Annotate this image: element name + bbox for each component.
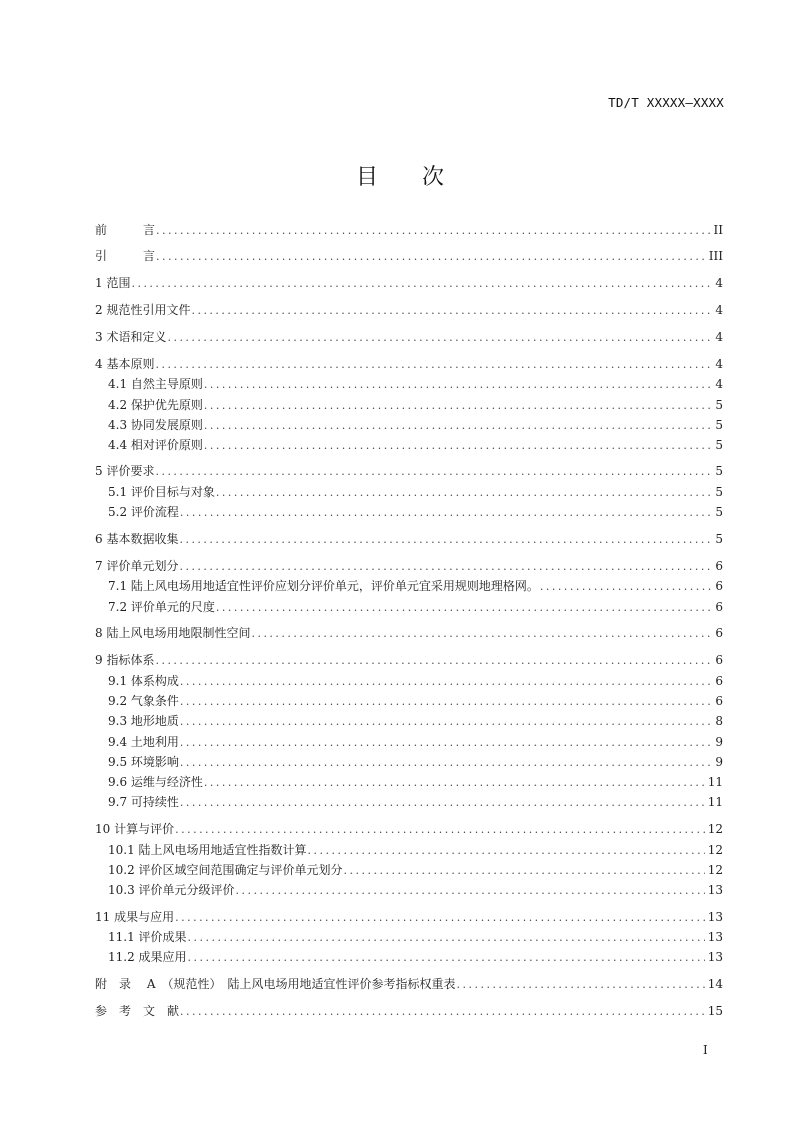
dot-leader — [204, 417, 712, 435]
toc-entry-label: 9.4 土地利用 — [108, 735, 179, 749]
dot-leader — [236, 882, 705, 900]
toc-entry-label: 3 术语和定义 — [95, 330, 167, 344]
toc-entry[interactable] — [108, 861, 723, 879]
toc-entry-page: 6 — [715, 694, 723, 708]
dot-leader — [180, 734, 712, 752]
dot-leader — [180, 673, 712, 691]
toc-entry-label: 前 言 — [95, 223, 156, 237]
toc-entry[interactable] — [108, 436, 723, 454]
toc-entry-page: 4 — [715, 377, 723, 391]
dot-leader — [251, 625, 712, 643]
toc-entry[interactable] — [108, 773, 723, 791]
dot-leader — [456, 976, 704, 994]
toc-entry-page: 9 — [715, 735, 723, 749]
dot-leader — [204, 376, 712, 394]
toc-entry-label: 11.1 评价成果 — [108, 930, 187, 944]
toc-entry-page: 9 — [715, 755, 723, 769]
toc-entry[interactable] — [95, 557, 723, 575]
toc-entry-label: 4.2 保护优先原则 — [108, 398, 203, 412]
document-code: TD/T XXXXX—XXXX — [608, 95, 724, 110]
dot-leader — [180, 504, 712, 522]
toc-entry-label: 4.1 自然主导原则 — [108, 377, 203, 391]
toc-entry-page: 5 — [715, 438, 723, 452]
toc-entry[interactable] — [108, 753, 723, 771]
toc-entry-label: 10 计算与评价 — [95, 822, 175, 836]
toc-entry-label: 4.4 相对评价原则 — [108, 438, 203, 452]
toc-entry[interactable] — [95, 462, 723, 480]
toc-entry[interactable] — [108, 375, 723, 393]
dot-leader — [179, 531, 712, 549]
dot-leader — [167, 329, 712, 347]
toc-entry-label: 7.2 评价单元的尺度 — [108, 600, 215, 614]
dot-leader — [180, 794, 705, 812]
dot-leader — [204, 437, 712, 455]
toc-entry[interactable] — [108, 577, 723, 595]
toc-entry-label: 5.2 评价流程 — [108, 505, 179, 519]
toc-entry-label: 6 基本数据收集 — [95, 532, 179, 546]
toc-entry-page: 6 — [715, 626, 723, 640]
dot-leader — [216, 484, 712, 502]
toc-entry-label: 附 录 A （规范性） 陆上风电场用地适宜性评价参考指标权重表 — [95, 977, 456, 991]
toc-entry[interactable] — [108, 793, 723, 811]
dot-leader — [155, 356, 712, 374]
toc-entry-page: 5 — [715, 505, 723, 519]
dot-leader — [180, 713, 712, 731]
toc-entry-page: 6 — [715, 559, 723, 573]
toc-entry-page: 8 — [715, 714, 723, 728]
dot-leader — [180, 693, 712, 711]
title-char-1: 目 — [355, 165, 378, 190]
toc-entry[interactable] — [95, 651, 723, 669]
dot-leader — [216, 599, 712, 617]
toc-entry[interactable] — [108, 503, 723, 521]
toc-entry-label: 9.1 体系构成 — [108, 674, 179, 688]
toc-entry[interactable] — [95, 328, 723, 346]
toc-entry-page: 5 — [715, 532, 723, 546]
dot-leader — [155, 652, 712, 670]
dot-leader — [180, 1003, 705, 1021]
toc-entry-label: 7 评价单元划分 — [95, 559, 179, 573]
toc-entry[interactable] — [108, 733, 723, 751]
toc-entry[interactable] — [108, 483, 723, 501]
toc-entry[interactable] — [95, 274, 723, 292]
toc-entry[interactable] — [108, 881, 723, 899]
toc-entry[interactable] — [95, 1002, 723, 1020]
toc-entry-label: 9.2 气象条件 — [108, 694, 179, 708]
toc-entry-page: 13 — [707, 950, 723, 964]
toc-entry-page: 6 — [715, 674, 723, 688]
toc-entry-label: 10.2 评价区域空间范围确定与评价单元划分 — [108, 863, 343, 877]
toc-entry[interactable] — [95, 530, 723, 548]
dot-leader — [175, 909, 705, 927]
page-number: I — [703, 1043, 708, 1057]
dot-leader — [156, 248, 706, 266]
dot-leader — [204, 397, 712, 415]
toc-entry[interactable] — [108, 416, 723, 434]
toc-entry-page: 4 — [715, 357, 723, 371]
toc-entry[interactable] — [108, 928, 723, 946]
toc-entry-page: 15 — [707, 1004, 723, 1018]
dot-leader — [156, 222, 711, 240]
dot-leader — [175, 821, 705, 839]
toc-entry-label: 11.2 成果应用 — [108, 950, 187, 964]
toc-entry-page: 5 — [715, 418, 723, 432]
toc-entry-label: 5 评价要求 — [95, 464, 155, 478]
toc-entry-label: 9.6 运维与经济性 — [108, 775, 203, 789]
dot-leader — [179, 558, 712, 576]
toc-entry-label: 10.3 评价单元分级评价 — [108, 883, 235, 897]
toc-entry-page: 4 — [715, 276, 723, 290]
toc-entry-page: 5 — [715, 398, 723, 412]
toc-entry-label: 11 成果与应用 — [95, 910, 175, 924]
toc-entry-label: 8 陆上风电场用地限制性空间 — [95, 626, 251, 640]
toc-entry-page: III — [708, 249, 723, 263]
dot-leader — [180, 754, 712, 772]
dot-leader — [191, 302, 712, 320]
toc-entry[interactable] — [108, 948, 723, 966]
toc-entry-page: 12 — [707, 843, 723, 857]
toc-entry-label: 7.1 陆上风电场用地适宜性评价应划分评价单元，评价单元宜采用规则地理格网。 — [108, 579, 539, 593]
dot-leader — [131, 275, 712, 293]
toc-entry-page: 5 — [715, 464, 723, 478]
toc-entry[interactable] — [108, 598, 723, 616]
toc-entry-page: 6 — [715, 600, 723, 614]
toc-entry-page: 6 — [715, 579, 723, 593]
toc-entry-page: 12 — [707, 863, 723, 877]
dot-leader — [344, 862, 705, 880]
title-char-2: 次 — [422, 165, 445, 190]
toc-entry-page: 13 — [707, 910, 723, 924]
toc-entry-label: 10.1 陆上风电场用地适宜性指数计算 — [108, 843, 307, 857]
toc-entry-page: 6 — [715, 653, 723, 667]
toc-entry[interactable] — [108, 672, 723, 690]
dot-leader — [155, 463, 712, 481]
toc-entry-page: 13 — [707, 883, 723, 897]
toc-entry-label: 9.5 环境影响 — [108, 755, 179, 769]
toc-entry-label: 参 考 文 献 — [95, 1004, 180, 1018]
toc-entry-label: 引 言 — [95, 249, 156, 263]
dot-leader — [308, 842, 705, 860]
toc-entry-page: II — [713, 223, 723, 237]
toc-entry-page: 4 — [715, 303, 723, 317]
toc-entry[interactable] — [108, 841, 723, 859]
toc-entry[interactable] — [95, 975, 723, 993]
toc-entry[interactable] — [108, 712, 723, 730]
toc-entry-page: 4 — [715, 330, 723, 344]
toc-entry[interactable] — [95, 624, 723, 642]
toc-entry-label: 9 指标体系 — [95, 653, 155, 667]
toc-entry[interactable] — [95, 247, 723, 265]
toc-entry[interactable] — [108, 396, 723, 414]
toc-entry-label: 9.3 地形地质 — [108, 714, 179, 728]
toc-entry-page: 11 — [707, 795, 723, 809]
toc-entry-label: 2 规范性引用文件 — [95, 303, 191, 317]
page-title — [0, 160, 800, 191]
toc-entry-label: 9.7 可持续性 — [108, 795, 179, 809]
toc-entry-page: 13 — [707, 930, 723, 944]
toc-entry-label: 1 范围 — [95, 276, 131, 290]
toc-entry-page: 11 — [707, 775, 723, 789]
dot-leader — [204, 774, 705, 792]
dot-leader — [188, 929, 705, 947]
toc-entry-page: 12 — [707, 822, 723, 836]
toc-entry[interactable] — [95, 301, 723, 319]
toc-entry[interactable] — [95, 355, 723, 373]
dot-leader — [540, 578, 712, 596]
toc-entry-page: 14 — [707, 977, 723, 991]
toc-entry[interactable] — [95, 820, 723, 838]
toc-entry-label: 5.1 评价目标与对象 — [108, 485, 215, 499]
toc-entry-label: 4 基本原则 — [95, 357, 155, 371]
toc-entry[interactable] — [108, 692, 723, 710]
toc-entry[interactable] — [95, 221, 723, 239]
toc-entry-page: 5 — [715, 485, 723, 499]
toc-entry[interactable] — [95, 908, 723, 926]
dot-leader — [188, 949, 705, 967]
toc-entry-label: 4.3 协同发展原则 — [108, 418, 203, 432]
